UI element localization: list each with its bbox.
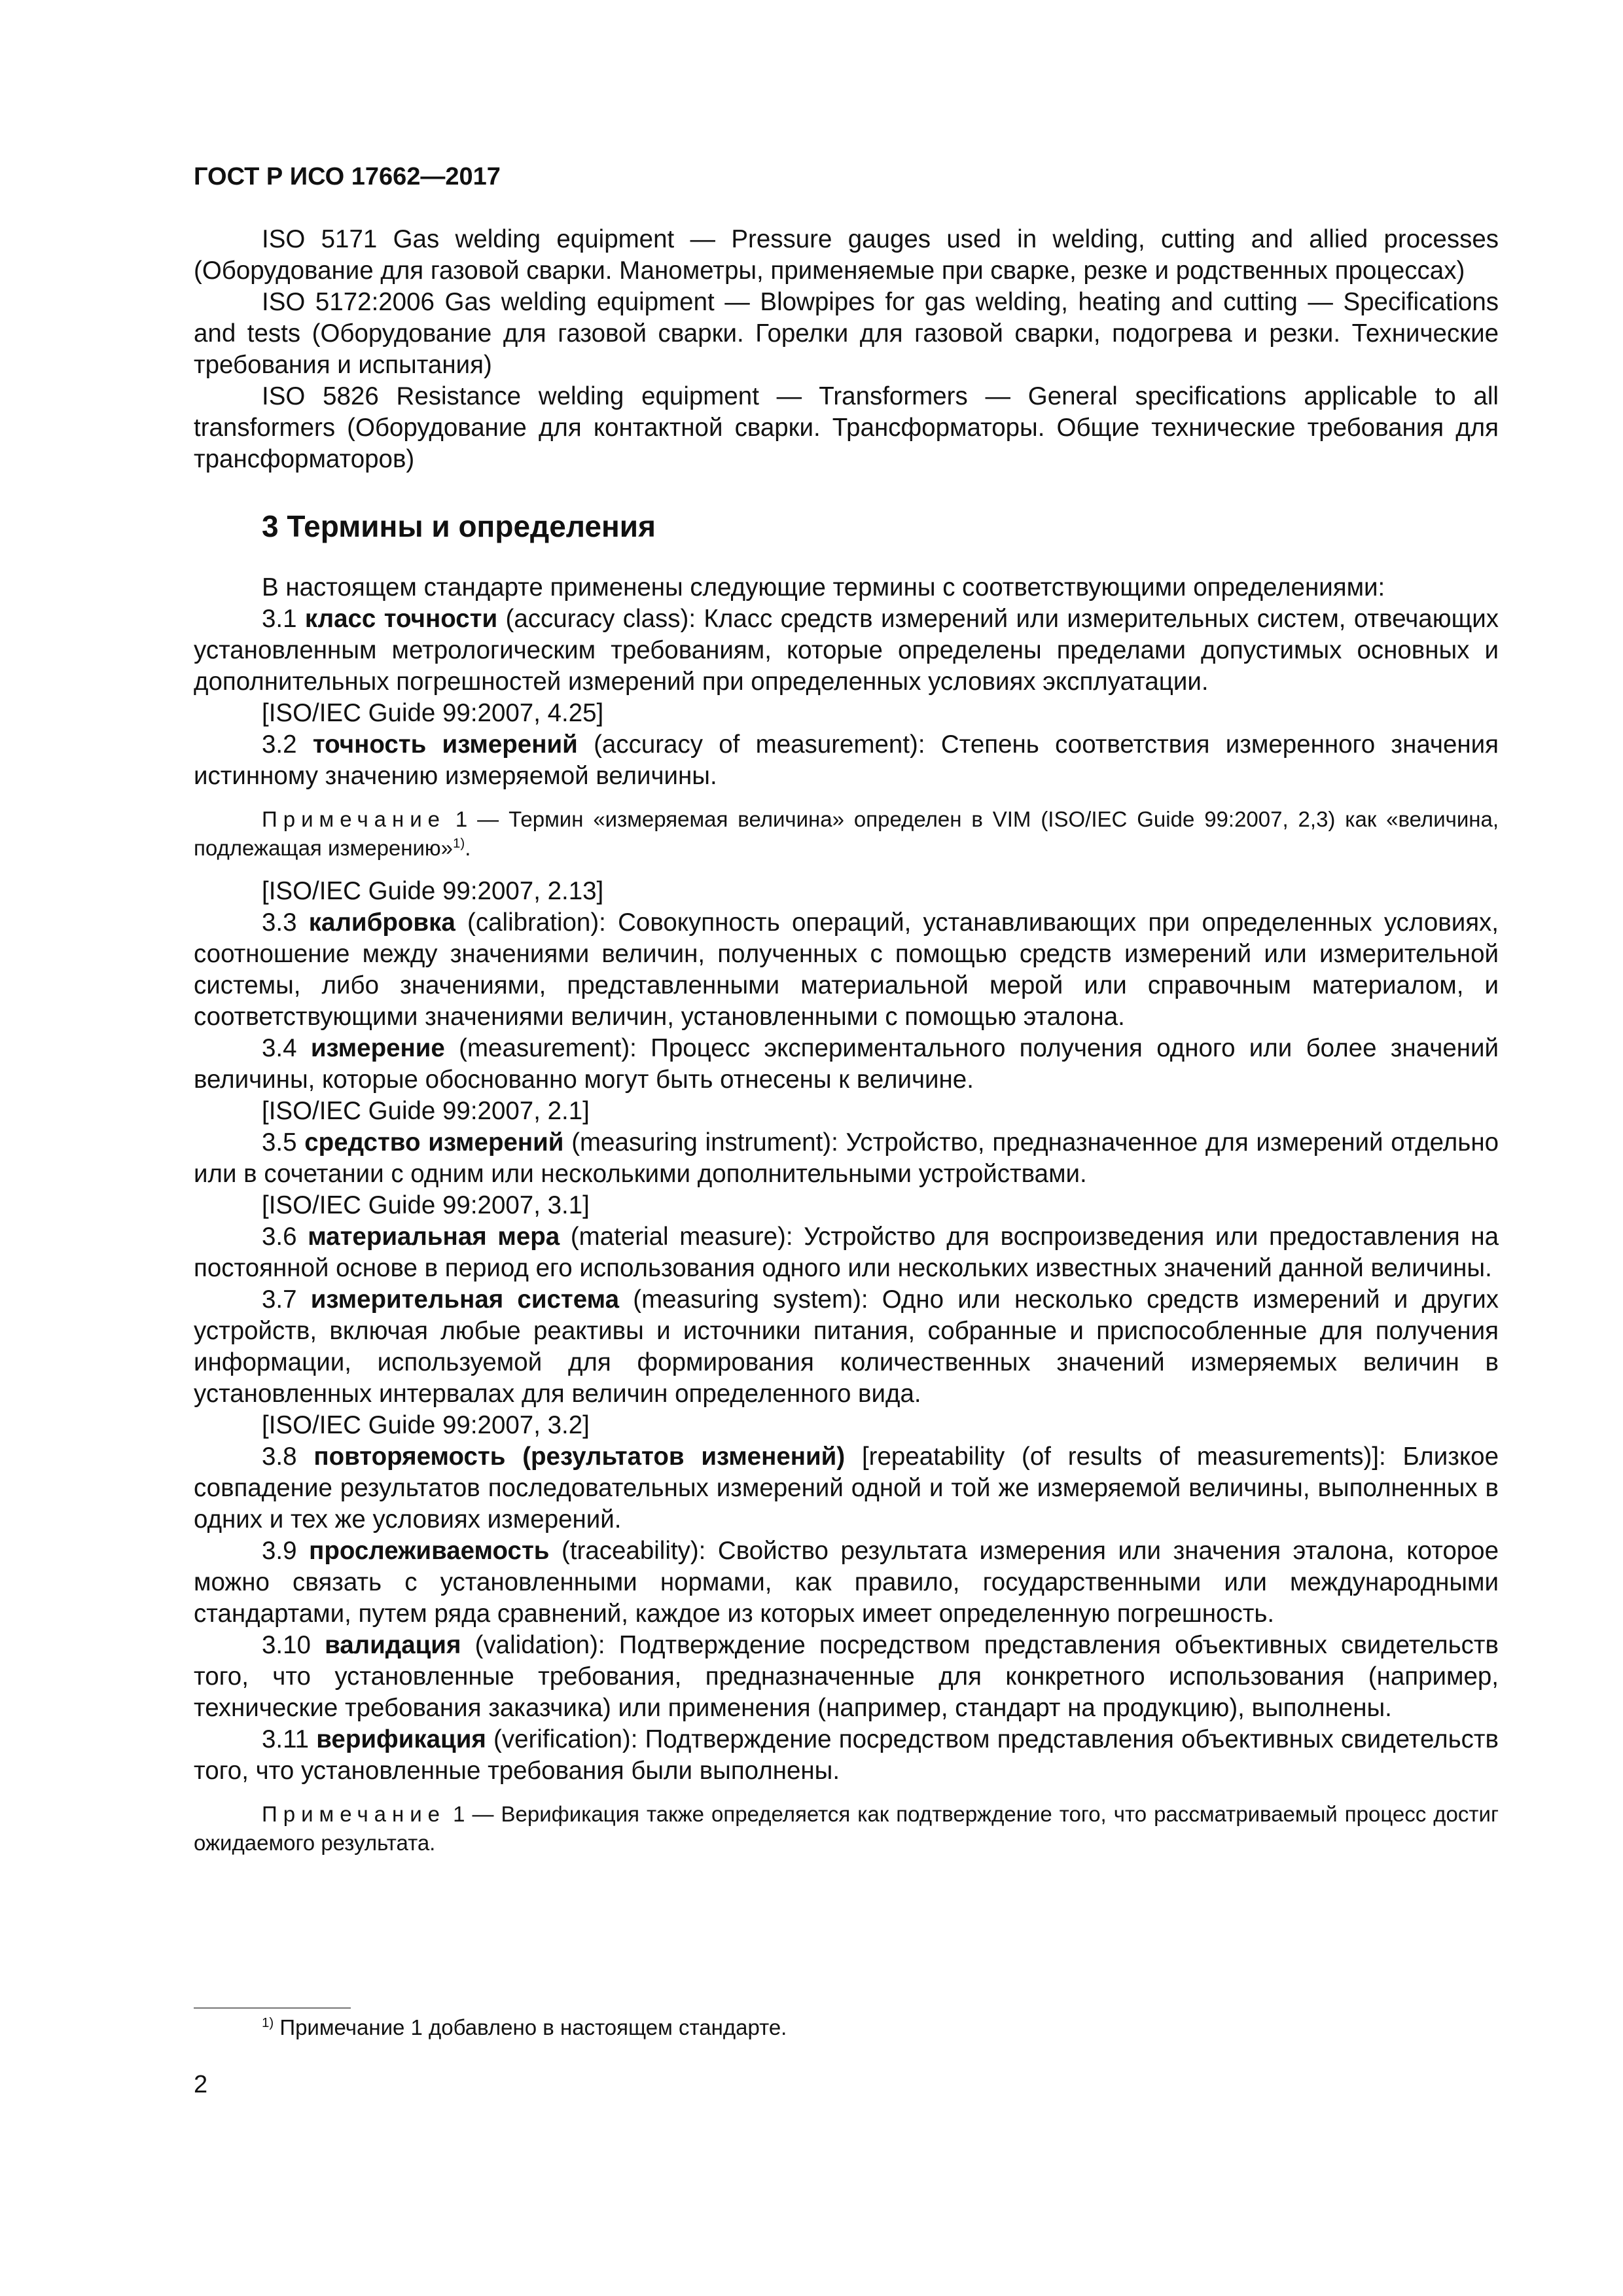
term-label: материальная мера: [308, 1223, 560, 1251]
term-definition: (verification): Подтверждение посредством представления объективных свидетельств того, что установленные требования были выполнены.: [194, 1725, 1499, 1785]
term-source: [ISO/IEC Guide 99:2007, 2.13]: [262, 877, 604, 905]
term-label: средство измерений: [304, 1128, 564, 1157]
term-number: 3.10: [262, 1631, 325, 1659]
section-title: 3 Термины и определения: [262, 509, 656, 543]
footnote-ref: 1): [453, 836, 465, 851]
term-number: 3.1: [262, 605, 305, 633]
term-source: [ISO/IEC Guide 99:2007, 3.2]: [262, 1411, 590, 1439]
footnote-text: Примечание 1 добавлено в настоящем стандарте.: [274, 2015, 787, 2039]
term-definition: (measuring instrument): Устройство, предназначенное для измерений отдельно или в сочетании с одним или несколькими дополнительными устройствами.: [194, 1128, 1499, 1188]
term-source: [ISO/IEC Guide 99:2007, 2.1]: [262, 1097, 590, 1125]
term-3-9: [194, 1535, 1499, 1630]
term-3-5: [194, 1127, 1499, 1190]
term-number: 3.7: [262, 1285, 311, 1314]
reference-item: ISO 5171 Gas welding equipment — Pressure gauges used in welding, cutting and allied processes (Оборудование для газовой сварки. Манометры, применяемые при сварке, резке и родственных процессах): [194, 225, 1499, 285]
reference-item: ISO 5172:2006 Gas welding equipment — Blowpipes for gas welding, heating and cutting — Specifications and tests (Оборудование для газовой сварки. Горелки для газовой сварки, подогрева и резки. Технические требования и испытания): [194, 288, 1499, 379]
term-number: 3.2: [262, 730, 313, 759]
term-3-11: [194, 1724, 1499, 1787]
footnote-divider: [194, 2007, 351, 2009]
term-label: калибровка: [308, 908, 455, 937]
term-number: 3.11: [262, 1725, 317, 1753]
note-end: .: [465, 836, 471, 860]
term-definition: (measurement): Процесс экспериментального получения одного или более значений величины, которые обоснованно могут быть отнесены к величине.: [194, 1034, 1499, 1094]
term-label: класс точности: [304, 605, 498, 633]
footnote: [262, 2013, 787, 2042]
term-definition: (measuring system): Одно или несколько средств измерений и других устройств, включая любые реактивы и источники питания, собранные и приспособленные для получения информации, используемой для формирования количественных значений измеряемых величин в установленных интервалах для величин определенного вида.: [194, 1285, 1499, 1408]
term-3-7: [194, 1284, 1499, 1410]
term-3-10: [194, 1630, 1499, 1724]
term-number: 3.4: [262, 1034, 311, 1062]
term-number: 3.3: [262, 908, 309, 937]
term-number: 3.8: [262, 1443, 314, 1471]
term-definition: [repeatability (of results of measurements)]: Близкое совпадение результатов последовательных измерений одной и той же измеряемой величины, выполненных в одних и тех же условиях измерений.: [194, 1443, 1499, 1534]
term-label: верификация: [316, 1725, 486, 1753]
note-text: 1 — Термин «измеряемая величина» определен в VIM (ISO/IEC Guide 99:2007, 2,3) как «величина, подлежащая измерению»: [194, 807, 1499, 860]
note-word: Примечание: [262, 807, 446, 831]
term-3-4: [194, 1033, 1499, 1096]
page-number: 2: [194, 2071, 208, 2098]
standard-header: ГОСТ Р ИСО 17662—2017: [194, 163, 501, 190]
term-definition: (accuracy class): Класс средств измерений или измерительных систем, отвечающих установленным метрологическим требованиям, которые определены пределами допустимых основных и дополнительных погрешностей измерений при определенных условиях эксплуатации.: [194, 605, 1499, 696]
term-definition: (material measure): Устройство для воспроизведения или предоставления на постоянной основе в период его использования одного или нескольких известных значений данной величины.: [194, 1223, 1499, 1282]
term-label: точность измерений: [312, 730, 578, 759]
term-label: повторяемость (результатов изменений): [313, 1443, 846, 1471]
note-3-2: [194, 805, 1499, 863]
term-label: измерительная система: [310, 1285, 620, 1314]
term-number: 3.5: [262, 1128, 305, 1157]
term-definition: (traceability): Свойство результата измерения или значения эталона, которое можно связать с установленными нормами, как правило, государственными или международными стандартами, путем ряда сравнений, каждое из которых имеет определенную погрешность.: [194, 1537, 1499, 1628]
term-3-3: [194, 907, 1499, 1033]
term-label: измерение: [310, 1034, 445, 1062]
term-number: 3.6: [262, 1223, 308, 1251]
term-source: [ISO/IEC Guide 99:2007, 3.1]: [262, 1191, 590, 1219]
note-word: Примечание: [262, 1802, 446, 1826]
footnote-marker: 1): [262, 2015, 274, 2030]
term-label: валидация: [325, 1631, 461, 1659]
note-text: 1 — Верификация также определяется как подтверждение того, что рассматриваемый процесс достиг ожидаемого результата.: [194, 1802, 1499, 1855]
note-3-11: [194, 1800, 1499, 1857]
term-label: прослеживаемость: [309, 1537, 550, 1565]
term-3-1: [194, 603, 1499, 698]
term-definition: (calibration): Совокупность операций, устанавливающих при определенных условиях, соотношение между значениями величин, полученных с помощью средств измерений или измерительной системы, либо значениями, представленными материальной мерой или справочным материалом, и соответствующими значениями величин, установленными с помощью эталона.: [194, 908, 1499, 1031]
term-definition: (validation): Подтверждение посредством представления объективных свидетельств того, что установленные требования, предназначенные для конкретного использования (например, технические требования заказчика) или применения (например, стандарт на продукцию), выполнены.: [194, 1631, 1499, 1722]
reference-item: ISO 5826 Resistance welding equipment — Transformers — General specifications applicable to all transformers (Оборудование для контактной сварки. Трансформаторы. Общие технические требования для трансформаторов): [194, 382, 1499, 473]
term-3-8: [194, 1441, 1499, 1535]
term-3-2: [194, 729, 1499, 792]
term-3-6: [194, 1221, 1499, 1284]
document-body: [194, 224, 1499, 1871]
term-source: [ISO/IEC Guide 99:2007, 4.25]: [262, 699, 604, 727]
term-definition: (accuracy of measurement): Степень соответствия измеренного значения истинному значению измеряемой величины.: [194, 730, 1499, 790]
section-intro: В настоящем стандарте применены следующие термины с соответствующими определениями:: [262, 573, 1385, 601]
term-number: 3.9: [262, 1537, 310, 1565]
